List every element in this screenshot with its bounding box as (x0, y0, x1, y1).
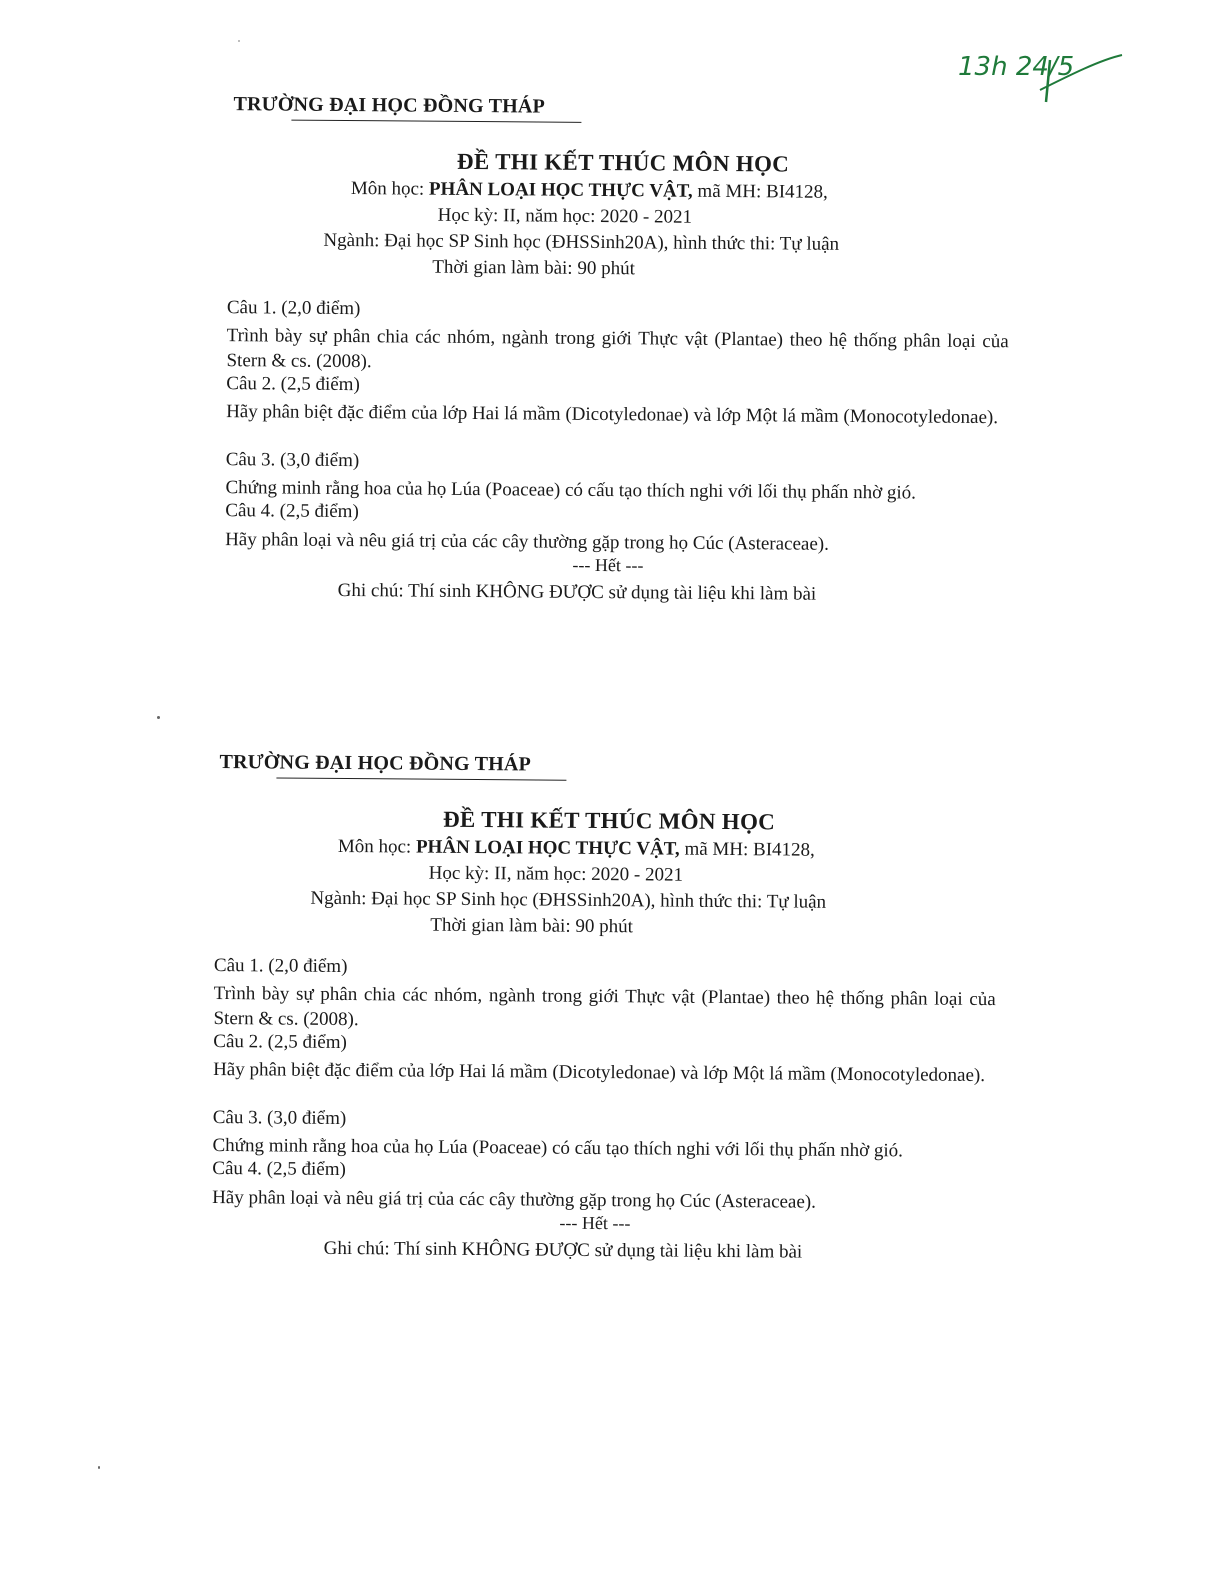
school-underline (276, 777, 566, 780)
question-2-body: Hãy phân biệt đặc điểm của lớp Hai lá mầm (Dicotyledonae) và lớp Một lá mầm (Monocotyledonae). (213, 1058, 986, 1087)
question-2-body: Hãy phân biệt đặc điểm của lớp Hai lá mầm (Dicotyledonae) và lớp Một lá mầm (Monocotyledonae). (226, 401, 999, 429)
subject-name: PHÂN LOẠI HỌC THỰC VẬT, (428, 178, 693, 202)
subject-name: PHÂN LOẠI HỌC THỰC VẬT, (415, 836, 680, 860)
semester-line: Học kỳ: II, năm học: 2020 - 2021 (437, 204, 693, 228)
exam-note: Ghi chú: Thí sinh KHÔNG ĐƯỢC sử dụng tài liệu khi làm bài (337, 579, 817, 605)
school-underline (291, 120, 581, 123)
exam-title: ĐỀ THI KẾT THÚC MÔN HỌC (456, 148, 790, 177)
scan-fleck (238, 40, 240, 42)
question-2-head: Câu 2. (2,5 điểm) (213, 1030, 347, 1054)
semester-line: Học kỳ: II, năm học: 2020 - 2021 (428, 862, 684, 886)
subject-prefix: Môn học: (350, 178, 430, 200)
scan-fleck (98, 1466, 100, 1469)
question-1-body: Trình bày sự phân chia các nhóm, ngành trong giới Thực vật (Plantae) theo hệ thống phân loại của Stern & cs. (2008). (226, 325, 1009, 373)
exam-note: Ghi chú: Thí sinh KHÔNG ĐƯỢC sử dụng tài liệu khi làm bài (323, 1237, 803, 1263)
subject-line (338, 836, 815, 862)
duration-line: Thời gian làm bài: 90 phút (432, 256, 635, 280)
subject-code: mã MH: BI4128, (679, 838, 815, 861)
exam-copy-1 (0, 0, 1225, 605)
question-3-body: Chứng minh rằng hoa của họ Lúa (Poaceae) có cấu tạo thích nghi với lối thụ phấn nhờ gió. (225, 477, 917, 504)
question-1-head: Câu 1. (2,0 điểm) (226, 297, 361, 320)
subject-code: mã MH: BI4128, (692, 180, 828, 203)
exam-copy-2 (0, 655, 1225, 1265)
question-3-body: Chứng minh rằng hoa của họ Lúa (Poaceae) có cấu tạo thích nghi với lối thụ phấn nhờ gió. (212, 1134, 904, 1162)
scan-fleck (157, 716, 160, 719)
question-4-body: Hãy phân loại và nêu giá trị của các cây thường gặp trong họ Cúc (Asteraceae). (212, 1186, 817, 1213)
school-name: TRƯỜNG ĐẠI HỌC ĐỒNG THÁP (233, 93, 546, 118)
question-1-head: Câu 1. (2,0 điểm) (213, 954, 348, 978)
major-line: Ngành: Đại học SP Sinh học (ĐHSSinh20A), hình thức thi: Tự luận (310, 887, 827, 913)
question-2-head: Câu 2. (2,5 điểm) (226, 373, 360, 396)
question-4-head: Câu 4. (2,5 điểm) (225, 500, 359, 523)
subject-line (351, 178, 828, 204)
duration-line: Thời gian làm bài: 90 phút (430, 914, 634, 938)
exam-title: ĐỀ THI KẾT THÚC MÔN HỌC (442, 806, 776, 835)
question-4-body: Hãy phân loại và nêu giá trị của các cây thường gặp trong họ Cúc (Asteraceae). (225, 529, 829, 555)
question-1-body: Trình bày sự phân chia các nhóm, ngành trong giới Thực vật (Plantae) theo hệ thống phân loại của Stern & cs. (2008). (213, 982, 996, 1031)
question-3-head: Câu 3. (3,0 điểm) (225, 449, 360, 472)
question-4-head: Câu 4. (2,5 điểm) (212, 1157, 346, 1181)
school-name: TRƯỜNG ĐẠI HỌC ĐỒNG THÁP (219, 751, 532, 776)
question-3-head: Câu 3. (3,0 điểm) (212, 1106, 347, 1130)
end-mark: --- Hết --- (572, 554, 644, 576)
annotation-text: 13h 24/5 (958, 52, 1075, 82)
subject-prefix: Môn học: (337, 835, 417, 858)
end-mark: --- Hết --- (559, 1212, 631, 1234)
major-line: Ngành: Đại học SP Sinh học (ĐHSSinh20A), hình thức thi: Tự luận (323, 229, 840, 255)
